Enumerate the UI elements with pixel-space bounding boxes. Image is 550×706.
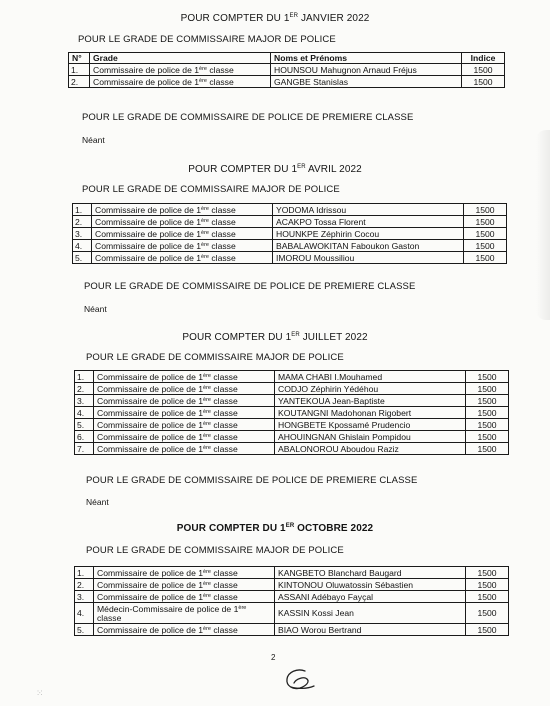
row-index: 1500: [464, 216, 507, 228]
major-label-avril: POUR LE GRADE DE COMMISSAIRE MAJOR DE POLICE: [82, 184, 340, 195]
row-grade: Commissaire de police de 1ère classe: [92, 228, 273, 240]
row-index: 1500: [462, 64, 505, 76]
row-grade: Commissaire de police de 1ère classe: [94, 371, 275, 383]
row-grade: Commissaire de police de 1ère classe: [92, 252, 273, 264]
table-row: [75, 383, 509, 395]
row-index: 1500: [466, 407, 509, 419]
row-num: 1.: [75, 567, 94, 579]
row-grade: Commissaire de police de 1ère classe: [94, 419, 275, 431]
row-grade: Commissaire de police de 1ère classe: [94, 624, 275, 636]
row-name: HOUNSOU Mahugnon Arnaud Fréjus: [271, 64, 462, 76]
row-num: 4.: [73, 240, 92, 252]
row-name: AHOUINGNAN Ghislain Pompidou: [275, 431, 466, 443]
page-number: 2: [271, 653, 276, 662]
premiere-value-avril: Néant: [84, 304, 107, 314]
table-juillet: [74, 370, 509, 455]
table-row: [73, 240, 507, 252]
table-avril: [72, 203, 507, 264]
section-heading-avril: POUR COMPTER DU 1ER AVRIL 2022: [188, 164, 362, 175]
header-num: N°: [69, 53, 90, 64]
row-grade: Commissaire de police de 1ère classe: [92, 216, 273, 228]
row-name: YANTEKOUA Jean-Baptiste: [275, 395, 466, 407]
table-row: [75, 407, 509, 419]
row-num: 2.: [75, 579, 94, 591]
section-heading-janvier: POUR COMPTER DU 1ER JANVIER 2022: [180, 13, 370, 24]
row-name: KANGBETO Blanchard Baugard: [275, 567, 466, 579]
row-index: 1500: [466, 567, 509, 579]
row-name: GANGBE Stanislas: [271, 76, 462, 88]
row-num: 1.: [75, 371, 94, 383]
row-num: 5.: [75, 419, 94, 431]
premiere-label-juillet: POUR LE GRADE DE COMMISSAIRE DE POLICE DE PREMIERE CLASSE: [86, 475, 418, 486]
row-num: 2.: [73, 216, 92, 228]
table-octobre: [74, 566, 509, 636]
header-index: Indice: [462, 53, 505, 64]
table-row: [75, 579, 509, 591]
row-name: ABALONOROU Aboudou Raziz: [275, 443, 466, 455]
table-janvier: [68, 52, 505, 88]
row-num: 7.: [75, 443, 94, 455]
row-grade: Commissaire de police de 1ère classe: [94, 591, 275, 603]
row-name: KOUTANGNI Madohonan Rigobert: [275, 407, 466, 419]
table-row: [73, 228, 507, 240]
table-row: [69, 76, 505, 88]
row-index: 1500: [466, 624, 509, 636]
premiere-value-janvier: Néant: [82, 135, 105, 145]
row-index: 1500: [466, 443, 509, 455]
row-name: CODJO Zéphirin Yédéhou: [275, 383, 466, 395]
row-index: 1500: [466, 603, 509, 624]
table-row: [73, 252, 507, 264]
row-num: 5.: [75, 624, 94, 636]
row-num: 5.: [73, 252, 92, 264]
row-name: ACAKPO Tossa Florent: [273, 216, 464, 228]
table-row: [75, 591, 509, 603]
row-num: 4.: [75, 407, 94, 419]
row-num: 2.: [69, 76, 90, 88]
page-edge-shadow: [536, 130, 550, 320]
row-num: 4.: [75, 603, 94, 624]
row-grade: Commissaire de police de 1ère classe: [94, 383, 275, 395]
header-grade: Grade: [90, 53, 271, 64]
row-index: 1500: [466, 431, 509, 443]
row-grade: Commissaire de police de 1ère classe: [94, 395, 275, 407]
premiere-value-juillet: Néant: [86, 497, 109, 507]
row-index: 1500: [466, 579, 509, 591]
row-num: 6.: [75, 431, 94, 443]
row-num: 3.: [73, 228, 92, 240]
row-name: KASSIN Kossi Jean: [275, 603, 466, 624]
table-row: [75, 419, 509, 431]
section-heading-juillet: POUR COMPTER DU 1ER JUILLET 2022: [182, 332, 368, 343]
header-names: Noms et Prénoms: [271, 53, 462, 64]
major-label-octobre: POUR LE GRADE DE COMMISSAIRE MAJOR DE POLICE: [86, 545, 344, 556]
table-row: [75, 624, 509, 636]
row-grade: Commissaire de police de 1ère classe: [92, 204, 273, 216]
table-row: [75, 603, 509, 624]
row-grade: Commissaire de police de 1ère classe: [94, 579, 275, 591]
row-grade: Commissaire de police de 1ère classe: [94, 567, 275, 579]
row-name: BABALAWOKITAN Faboukon Gaston: [273, 240, 464, 252]
row-name: MAMA CHABI I.Mouhamed: [275, 371, 466, 383]
table-row: [75, 443, 509, 455]
row-index: 1500: [464, 228, 507, 240]
section-heading-octobre: POUR COMPTER DU 1ER OCTOBRE 2022: [176, 523, 374, 534]
row-grade: Commissaire de police de 1ère classe: [90, 64, 271, 76]
table-row: [69, 64, 505, 76]
row-grade: Médecin-Commissaire de police de 1ère classe: [94, 603, 275, 624]
table-header-row: [69, 53, 505, 64]
premiere-label-janvier: POUR LE GRADE DE COMMISSAIRE DE POLICE DE PREMIERE CLASSE: [82, 112, 414, 123]
row-name: KINTONOU Oluwatossin Sébastien: [275, 579, 466, 591]
row-name: HOUNKPE Zéphirin Cocou: [273, 228, 464, 240]
row-name: HONGBETE Kpossamé Prudencio: [275, 419, 466, 431]
row-index: 1500: [464, 240, 507, 252]
row-grade: Commissaire de police de 1ère classe: [92, 240, 273, 252]
signature-mark: [283, 667, 317, 693]
table-row: [73, 216, 507, 228]
table-row: [75, 395, 509, 407]
row-grade: Commissaire de police de 1ère classe: [94, 407, 275, 419]
row-num: 1.: [69, 64, 90, 76]
row-index: 1500: [464, 252, 507, 264]
row-index: 1500: [466, 383, 509, 395]
row-grade: Commissaire de police de 1ère classe: [94, 431, 275, 443]
row-index: 1500: [466, 419, 509, 431]
major-label-janvier: POUR LE GRADE DE COMMISSAIRE MAJOR DE POLICE: [78, 34, 336, 45]
row-name: IMOROU Moussiliou: [273, 252, 464, 264]
row-num: 1.: [73, 204, 92, 216]
scan-mark: ⁙: [36, 688, 44, 698]
row-num: 3.: [75, 395, 94, 407]
row-num: 2.: [75, 383, 94, 395]
row-index: 1500: [466, 591, 509, 603]
table-row: [73, 204, 507, 216]
row-grade: Commissaire de police de 1ère classe: [94, 443, 275, 455]
row-index: 1500: [462, 76, 505, 88]
table-row: [75, 371, 509, 383]
row-name: BIAO Worou Bertrand: [275, 624, 466, 636]
row-index: 1500: [464, 204, 507, 216]
row-num: 3.: [75, 591, 94, 603]
table-row: [75, 567, 509, 579]
row-grade: Commissaire de police de 1ère classe: [90, 76, 271, 88]
row-index: 1500: [466, 395, 509, 407]
premiere-label-avril: POUR LE GRADE DE COMMISSAIRE DE POLICE DE PREMIERE CLASSE: [84, 281, 416, 292]
major-label-juillet: POUR LE GRADE DE COMMISSAIRE MAJOR DE POLICE: [86, 352, 344, 363]
table-row: [75, 431, 509, 443]
row-name: YODOMA Idrissou: [273, 204, 464, 216]
row-name: ASSANI Adébayo Fayçal: [275, 591, 466, 603]
row-index: 1500: [466, 371, 509, 383]
